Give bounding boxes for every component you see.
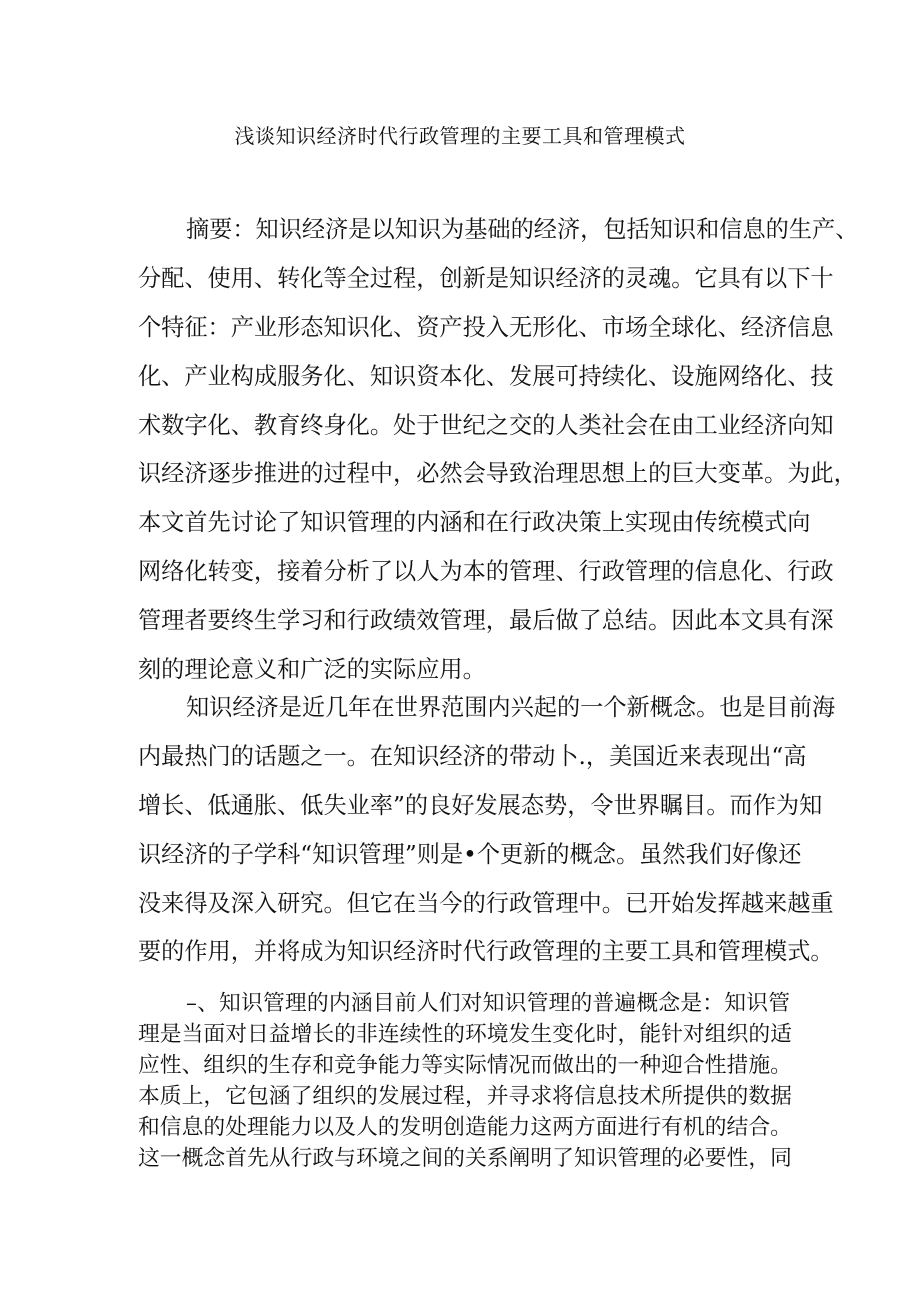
- abstract-line: 刻的理论意义和广泛的实际应用。: [138, 656, 486, 684]
- abstract-paragraph: [138, 206, 859, 695]
- body-paragraph-section-1: [138, 988, 790, 1174]
- abstract-line: 本文首先讨论了知识管理的内涵和在行政决策上实现由传统模式向: [138, 509, 811, 537]
- document-title: 浅谈知识经济时代行政管理的主要工具和管理模式: [234, 124, 686, 148]
- paragraph-line: 理是当面对日益增长的非连续性的环境发生变化时，能针对组织的适: [138, 1022, 792, 1047]
- paragraph-line: 本质上，它包涵了组织的发展过程，并寻求将信息技术所提供的数据: [138, 1084, 792, 1109]
- paragraph-line: 这一概念首先从行政与环境之间的关系阐明了知识管理的必要性，同: [138, 1146, 792, 1171]
- paragraph-line: 没来得及深入研究。但它在当今的行政管理中。已开始发挥越来越重: [138, 889, 834, 917]
- paragraph-line: 内最热门的话题之一。在知识经济的带动卜.，美国近来表现出“高: [138, 742, 807, 770]
- abstract-line: 摘要：知识经济是以知识为基础的经济，包括知识和信息的生产、: [186, 216, 859, 243]
- abstract-line: 识经济逐步推进的过程中，必然会导致治理思想上的巨大变革。为此，: [138, 460, 857, 488]
- abstract-line: 分配、使用、转化等全过程，创新是知识经济的灵魂。它具有以下十: [138, 264, 834, 292]
- abstract-line: 网络化转变，接着分析了以人为本的管理、行政管理的信息化、行政: [138, 558, 834, 586]
- abstract-line: 管理者要终生学习和行政绩效管理，最后做了总结。因此本文具有深: [138, 607, 834, 635]
- paragraph-line: 识经济的子学科“知识管理”则是•个更新的概念。虽然我们好像还: [138, 840, 802, 868]
- paragraph-line: 知识经济是近几年在世界范围内兴起的一个新概念。也是目前海: [186, 694, 836, 721]
- paragraph-line: –、知识管理的内涵目前人们对知识管理的普遍概念是：知识管: [186, 991, 790, 1016]
- paragraph-line: 应性、组织的生存和竞争能力等实际情况而做出的一种迎合性措施。: [138, 1053, 792, 1078]
- paragraph-line: 和信息的处理能力以及人的发明创造能力这两方面进行有机的结合。: [138, 1115, 792, 1140]
- abstract-line: 个特征：产业形态知识化、资产投入无形化、市场全球化、经济信息: [138, 313, 834, 341]
- paragraph-line: 增长、低通胀、低失业率”的良好发展态势，令世界瞩目。而作为知: [138, 791, 823, 819]
- paragraph-line: 要的作用，并将成为知识经济时代行政管理的主要工具和管理模式。: [138, 938, 834, 966]
- abstract-line: 化、产业构成服务化、知识资本化、发展可持续化、设施网络化、技: [138, 362, 834, 390]
- body-paragraph-intro: [138, 684, 836, 977]
- abstract-line: 术数字化、教育终身化。处于世纪之交的人类社会在由工业经济向知: [138, 411, 834, 439]
